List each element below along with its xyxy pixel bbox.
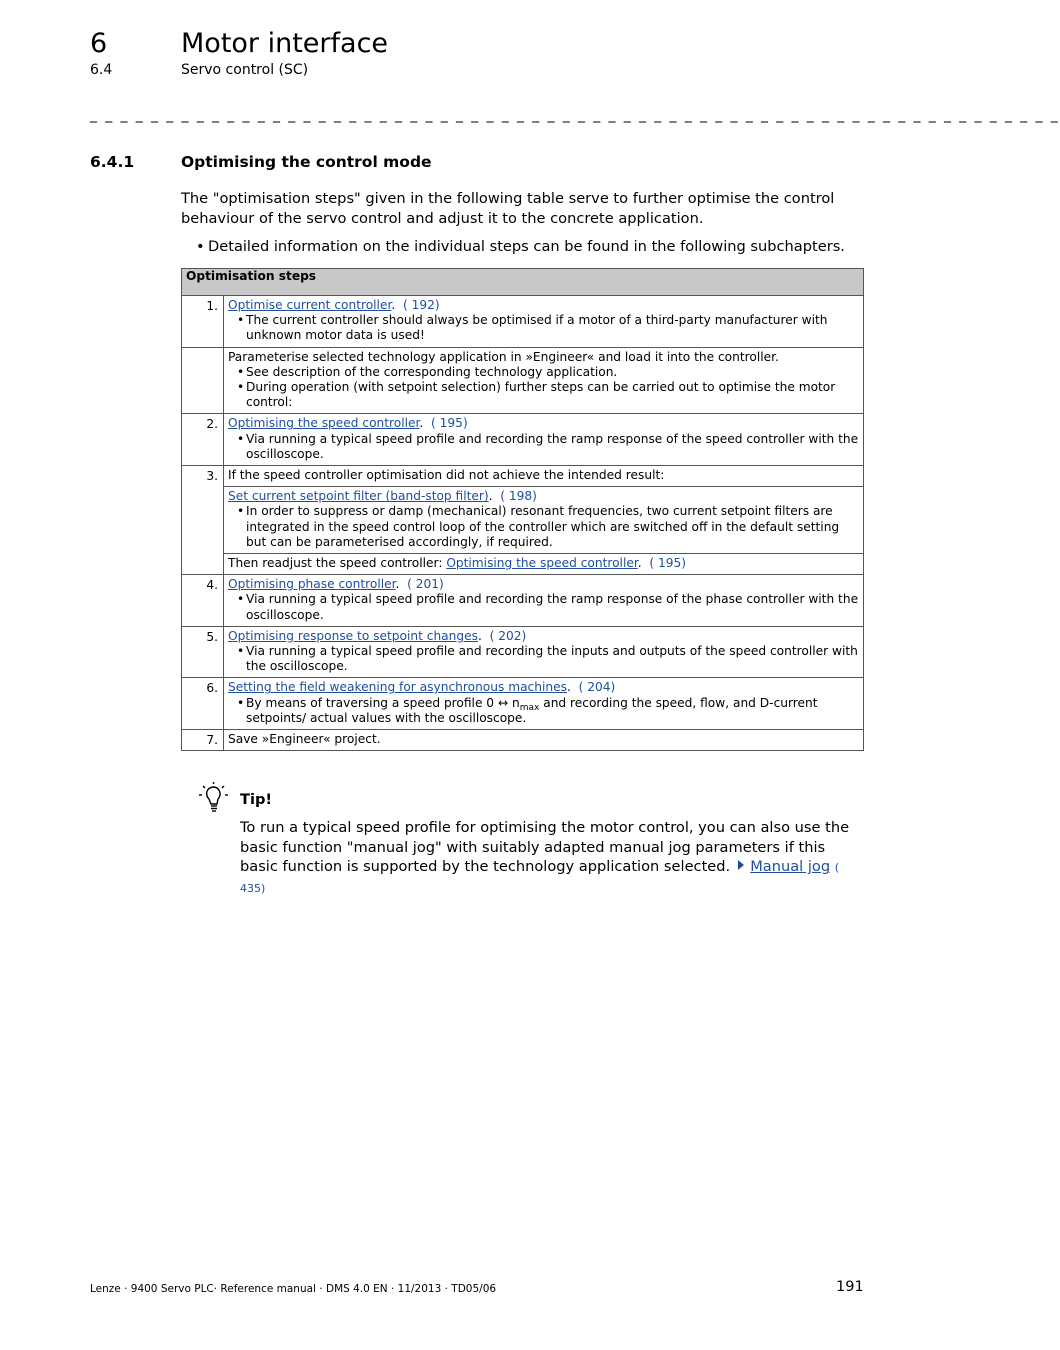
period: .	[395, 577, 400, 592]
subsection-title: Optimising the control mode	[181, 153, 432, 171]
link-optimising-phase-controller[interactable]: Optimising phase controller	[228, 577, 396, 592]
period: .	[488, 489, 493, 504]
table-row	[182, 466, 864, 487]
bullet-text-a: By means of traversing a speed profile 0 ↔ n	[246, 695, 520, 710]
table-row	[182, 678, 864, 730]
table-header-row	[182, 269, 864, 296]
optimisation-steps-table	[181, 268, 864, 751]
intro-bullet-text: Detailed information on the individual steps can be found in the following subchapters.	[208, 238, 845, 255]
link-optimising-response-setpoint[interactable]: Optimising response to setpoint changes	[228, 628, 478, 643]
table-row	[182, 414, 864, 466]
page-ref[interactable]: ( 202)	[489, 628, 527, 643]
step-content	[224, 414, 864, 466]
step-content	[224, 554, 864, 575]
step-content	[224, 296, 864, 348]
step-bullet: • Via running a typical speed profile and recording the ramp response of the phase controller with the oscilloscope.	[228, 592, 859, 622]
bullet-text-b: and recording the speed, flow, and D-current setpoints/ actual values with the oscilloscope.	[246, 695, 818, 725]
step-bullet: • See description of the corresponding technology application.	[228, 365, 859, 380]
section-number: 6.4	[90, 62, 113, 78]
step-number: 6.	[182, 678, 224, 730]
step-number-empty	[182, 347, 224, 414]
step-number: 2.	[182, 414, 224, 466]
step-number: 4.	[182, 575, 224, 627]
table-row	[182, 554, 864, 575]
period: .	[637, 556, 642, 571]
readjust-text: Then readjust the speed controller:	[228, 556, 443, 571]
step-number: 5.	[182, 626, 224, 678]
period: .	[566, 680, 571, 695]
page-ref[interactable]: ( 195)	[649, 556, 687, 571]
step-bullet: • During operation (with setpoint selection) further steps can be carried out to optimise the motor control:	[228, 380, 859, 410]
step-number: 7.	[182, 730, 224, 751]
page-ref[interactable]: ( 195)	[431, 416, 468, 431]
table-row	[182, 296, 864, 348]
period: .	[419, 416, 424, 431]
table-row	[182, 575, 864, 627]
step-content	[224, 487, 864, 554]
step-content	[224, 678, 864, 730]
lightbulb-icon	[198, 781, 232, 815]
step-bullet	[228, 696, 859, 726]
table-row	[182, 730, 864, 751]
link-optimise-current-controller[interactable]: Optimise current controller	[228, 298, 392, 312]
link-optimising-speed-controller[interactable]: Optimising the speed controller	[228, 416, 420, 431]
table-row	[182, 487, 864, 554]
page-ref-text: ( 192)	[402, 298, 440, 312]
section-title: Servo control (SC)	[181, 62, 309, 78]
page-ref[interactable]: ( 201)	[407, 577, 444, 592]
link-set-current-setpoint-filter[interactable]: Set current setpoint filter (band-stop filter)	[228, 489, 489, 504]
page-number: 191	[836, 1279, 864, 1295]
period: .	[477, 628, 482, 643]
page-ref[interactable]	[403, 298, 440, 312]
link-manual-jog[interactable]: Manual jog	[750, 858, 831, 875]
tip-body: To run a typical speed profile for optimising the motor control, you can also use the basic function "manual jog" with suitably adapted manual jog parameters if this basic function is supported by the technology application selected.	[240, 819, 850, 875]
step-number: 3.	[182, 466, 224, 575]
chapter-title: Motor interface	[181, 28, 389, 59]
chapter-number: 6	[90, 28, 108, 59]
step-number: 1.	[182, 296, 224, 348]
step-content	[224, 626, 864, 678]
subscript-max: max	[519, 702, 540, 713]
link-optimising-speed-controller-2[interactable]: Optimising the speed controller	[446, 556, 638, 571]
header-rule: _ _ _ _ _ _ _ _ _ _ _ _ _ _ _ _ _ _ _ _ _ _ _ _ _ _ _ _ _ _ _ _ _ _ _ _ _ _ _ _ _ _ _ _ _ _ _ _ _ _ _ _ _ _ _ _ _ _ _ _ _ _ _ _	[90, 107, 1060, 123]
table-row	[182, 626, 864, 678]
footer-text: Lenze · 9400 Servo PLC· Reference manual · DMS 4.0 EN · 11/2013 · TD05/06	[90, 1283, 497, 1295]
page-ref[interactable]: ( 435)	[240, 861, 840, 895]
step-bullet: • The current controller should always be optimised if a motor of a third-party manufacturer with unknown motor data is used!	[228, 313, 859, 343]
page-ref[interactable]: ( 198)	[500, 489, 537, 504]
intro-paragraph: The "optimisation steps" given in the following table serve to further optimise the control behaviour of the servo control and adjust it to the concrete application.	[181, 190, 835, 227]
step-bullet: • Via running a typical speed profile and recording the inputs and outputs of the speed controller with the oscilloscope.	[228, 644, 859, 674]
param-text: Parameterise selected technology application in »Engineer« and load it into the controller.	[228, 349, 779, 364]
bullet-dot: •	[196, 238, 205, 255]
step-bullet: • In order to suppress or damp (mechanical) resonant frequencies, two current setpoint filters are integrated in the speed control loop of the controller which are switched off in the default setting but can be parameterised accordingly, if required.	[228, 504, 859, 550]
step-content	[224, 575, 864, 627]
step-content: Save »Engineer« project.	[224, 730, 864, 751]
page-ref[interactable]: ( 204)	[578, 680, 616, 695]
table-header: Optimisation steps	[182, 269, 864, 296]
arrow-right-icon	[738, 860, 744, 870]
step-bullet: • Via running a typical speed profile and recording the ramp response of the speed controller with the oscilloscope.	[228, 432, 859, 462]
tip-label: Tip!	[240, 791, 273, 808]
step-content	[224, 347, 864, 414]
tip-text	[240, 818, 866, 898]
step-content: If the speed controller optimisation did not achieve the intended result:	[224, 466, 864, 487]
link-field-weakening[interactable]: Setting the field weakening for asynchronous machines	[228, 680, 567, 695]
subsection-number: 6.4.1	[90, 153, 135, 171]
period: .	[391, 298, 396, 312]
table-row	[182, 347, 864, 414]
